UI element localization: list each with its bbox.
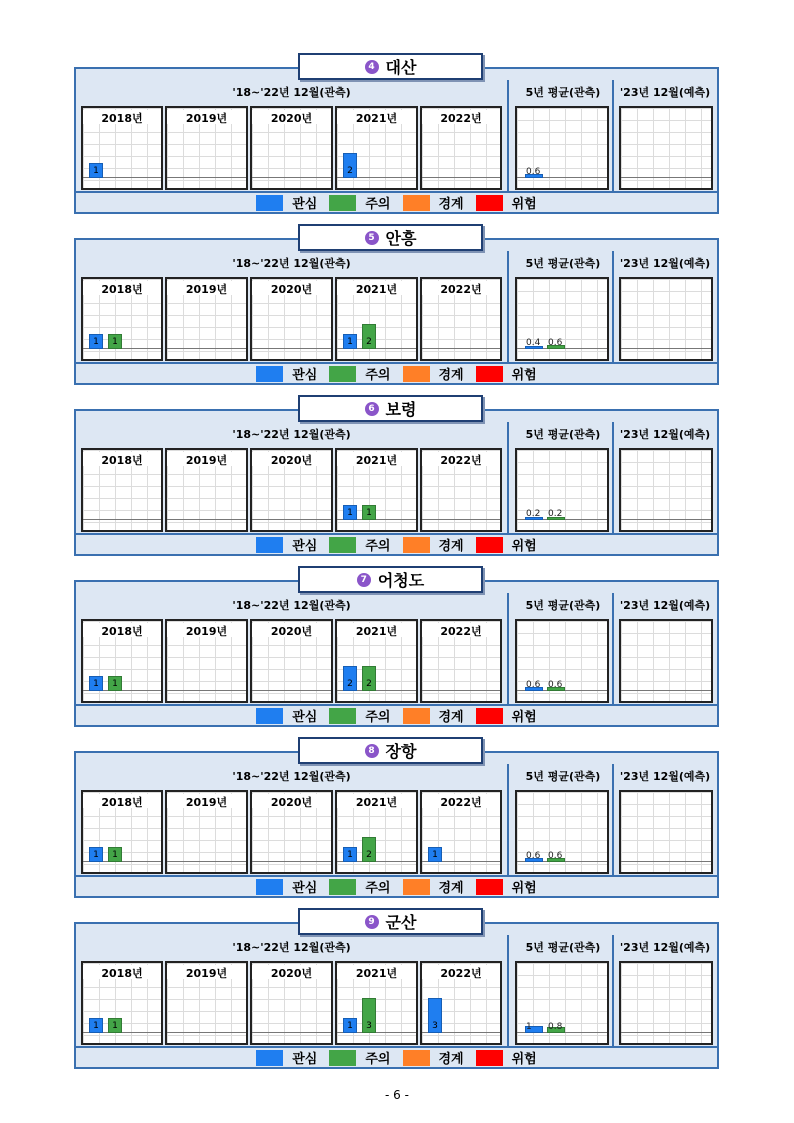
station-panel — [74, 409, 719, 556]
legend-item — [256, 706, 317, 725]
legend-item — [476, 706, 537, 725]
year-chart — [335, 790, 418, 874]
forecast-chart — [619, 619, 713, 703]
year-label: 2022년 — [422, 110, 500, 124]
forecast-chart — [619, 790, 713, 874]
average-header: 5년 평균(관측) — [525, 257, 601, 270]
avg-value: 0.6 — [548, 851, 563, 861]
year-label: 2018년 — [83, 965, 161, 979]
baseline — [252, 1032, 331, 1033]
year-chart — [420, 619, 502, 703]
legend-swatch — [403, 1050, 430, 1066]
bar-value: 1 — [112, 1021, 118, 1031]
baseline — [621, 177, 711, 178]
observed-header: '18~'22년 12월(관측) — [232, 599, 351, 612]
baseline — [422, 519, 500, 520]
average-chart — [515, 790, 609, 874]
station-panel — [74, 922, 719, 1069]
legend-label: 경계 — [438, 197, 464, 212]
bar-value: 1 — [93, 850, 99, 860]
forecast-header: '23년 12월(예측) — [619, 770, 711, 783]
bar-value: 3 — [366, 1021, 372, 1031]
baseline — [621, 1032, 711, 1033]
year-chart — [81, 448, 163, 532]
baseline — [422, 348, 500, 349]
bar-value: 1 — [93, 679, 99, 689]
divider — [507, 422, 509, 533]
legend-item — [329, 877, 390, 896]
legend-label: 관심 — [292, 368, 318, 383]
year-chart — [165, 619, 248, 703]
legend-swatch — [256, 537, 283, 553]
year-chart — [81, 961, 163, 1045]
divider — [507, 593, 509, 704]
observed-header: '18~'22년 12월(관측) — [232, 941, 351, 954]
divider — [612, 80, 614, 191]
average-header: 5년 평균(관측) — [525, 599, 601, 612]
legend — [76, 704, 717, 725]
year-chart — [420, 448, 502, 532]
baseline — [167, 519, 246, 520]
number-badge-icon: 8 — [365, 744, 379, 758]
bar-value: 1 — [93, 337, 99, 347]
legend-label: 위험 — [511, 368, 537, 383]
bar-value: 1 — [112, 337, 118, 347]
year-label: 2022년 — [422, 623, 500, 637]
legend-item — [403, 1048, 464, 1067]
baseline — [621, 348, 711, 349]
legend-label: 관심 — [292, 1052, 318, 1067]
section-title — [298, 224, 483, 251]
bar-관심 — [89, 676, 103, 691]
year-chart — [335, 619, 418, 703]
bar-관심 — [89, 334, 103, 349]
legend-item — [256, 877, 317, 896]
year-chart — [165, 961, 248, 1045]
avg-value: 0.6 — [526, 680, 541, 690]
legend-label: 경계 — [438, 1052, 464, 1067]
station-name: 보령 — [385, 400, 417, 419]
legend-item — [476, 364, 537, 383]
legend-swatch — [329, 708, 356, 724]
legend-label: 주의 — [365, 368, 391, 383]
section-title — [298, 566, 483, 593]
forecast-chart — [619, 277, 713, 361]
legend-label: 위험 — [511, 881, 537, 896]
divider — [612, 935, 614, 1046]
legend — [76, 1046, 717, 1067]
year-chart — [250, 961, 333, 1045]
year-label: 2020년 — [252, 794, 331, 808]
station-name: 군산 — [385, 913, 417, 932]
year-label: 2021년 — [337, 452, 416, 466]
year-chart — [165, 106, 248, 190]
average-chart — [515, 448, 609, 532]
year-chart — [165, 448, 248, 532]
year-label: 2020년 — [252, 965, 331, 979]
bar-관심 — [89, 847, 103, 862]
avg-value: 0.6 — [526, 167, 541, 177]
bar-value: 2 — [347, 166, 353, 176]
baseline — [422, 177, 500, 178]
section-title — [298, 53, 483, 80]
year-label: 2021년 — [337, 110, 416, 124]
legend-label: 주의 — [365, 197, 391, 212]
avg-value: 0.6 — [548, 338, 563, 348]
year-label: 2018년 — [83, 623, 161, 637]
bar-주의 — [362, 837, 376, 862]
year-chart — [81, 619, 163, 703]
baseline — [422, 690, 500, 691]
legend-item — [329, 364, 390, 383]
legend-label: 위험 — [511, 710, 537, 725]
bar-주의 — [108, 334, 122, 349]
divider — [507, 935, 509, 1046]
year-label: 2022년 — [422, 452, 500, 466]
legend-label: 경계 — [438, 539, 464, 554]
average-chart — [515, 619, 609, 703]
legend-label: 관심 — [292, 197, 318, 212]
legend-swatch — [403, 195, 430, 211]
section-title — [298, 395, 483, 422]
baseline — [252, 861, 331, 862]
section-title — [298, 737, 483, 764]
legend-item — [256, 535, 317, 554]
average-chart — [515, 106, 609, 190]
bar-관심 — [343, 153, 357, 178]
year-chart — [165, 790, 248, 874]
legend-item — [403, 193, 464, 212]
legend-item — [256, 193, 317, 212]
bar-value: 2 — [347, 679, 353, 689]
year-label: 2018년 — [83, 281, 161, 295]
year-label: 2019년 — [167, 623, 246, 637]
bar-관심 — [89, 163, 103, 178]
legend-label: 주의 — [365, 1052, 391, 1067]
legend-swatch — [329, 537, 356, 553]
bar-value: 1 — [112, 850, 118, 860]
station-name: 안흥 — [385, 229, 417, 248]
year-label: 2019년 — [167, 794, 246, 808]
forecast-header: '23년 12월(예측) — [619, 257, 711, 270]
station-panel — [74, 67, 719, 214]
legend-swatch — [403, 708, 430, 724]
divider — [507, 251, 509, 362]
avg-value: 1 — [526, 1022, 532, 1032]
legend-swatch — [256, 366, 283, 382]
legend-item — [403, 535, 464, 554]
bar-주의 — [108, 676, 122, 691]
baseline — [252, 348, 331, 349]
legend-swatch — [256, 1050, 283, 1066]
bar-관심 — [343, 1018, 357, 1033]
legend — [76, 875, 717, 896]
legend-label: 경계 — [438, 368, 464, 383]
legend-swatch — [329, 195, 356, 211]
bar-value: 1 — [366, 508, 372, 518]
legend-label: 주의 — [365, 710, 391, 725]
station-name: 어청도 — [377, 571, 425, 590]
bar-관심 — [343, 505, 357, 520]
year-label: 2020년 — [252, 623, 331, 637]
year-label: 2019년 — [167, 281, 246, 295]
legend-swatch — [256, 195, 283, 211]
bar-value: 1 — [432, 850, 438, 860]
average-header: 5년 평균(관측) — [525, 941, 601, 954]
year-chart — [250, 448, 333, 532]
baseline — [252, 690, 331, 691]
baseline — [252, 519, 331, 520]
year-label: 2019년 — [167, 965, 246, 979]
divider — [612, 251, 614, 362]
year-chart — [420, 106, 502, 190]
bar-value: 1 — [347, 508, 353, 518]
bar-value: 2 — [366, 850, 372, 860]
average-header: 5년 평균(관측) — [525, 770, 601, 783]
baseline — [167, 1032, 246, 1033]
baseline — [621, 519, 711, 520]
year-chart — [420, 790, 502, 874]
number-badge-icon: 5 — [365, 231, 379, 245]
station-name: 대산 — [385, 58, 417, 77]
avg-value: 0.4 — [526, 338, 541, 348]
bar-관심 — [343, 847, 357, 862]
divider — [507, 80, 509, 191]
legend-label: 경계 — [438, 881, 464, 896]
station-panel — [74, 751, 719, 898]
divider — [612, 593, 614, 704]
legend-swatch — [256, 879, 283, 895]
baseline — [167, 861, 246, 862]
year-chart — [335, 448, 418, 532]
legend-item — [403, 706, 464, 725]
legend-label: 관심 — [292, 539, 318, 554]
legend-label: 경계 — [438, 710, 464, 725]
legend-swatch — [476, 879, 503, 895]
bar-value: 1 — [347, 337, 353, 347]
year-chart — [81, 277, 163, 361]
year-label: 2022년 — [422, 965, 500, 979]
bar-value: 1 — [347, 1021, 353, 1031]
forecast-chart — [619, 106, 713, 190]
divider — [612, 764, 614, 875]
legend-swatch — [256, 708, 283, 724]
bar-관심 — [343, 666, 357, 691]
bar-value: 1 — [93, 1021, 99, 1031]
legend-label: 관심 — [292, 710, 318, 725]
number-badge-icon: 7 — [357, 573, 371, 587]
year-label: 2020년 — [252, 281, 331, 295]
bar-value: 2 — [366, 337, 372, 347]
bar-관심 — [428, 998, 442, 1033]
average-header: 5년 평균(관측) — [525, 428, 601, 441]
year-chart — [420, 961, 502, 1045]
year-label: 2020년 — [252, 110, 331, 124]
legend-swatch — [403, 537, 430, 553]
year-chart — [81, 106, 163, 190]
bar-value: 1 — [112, 679, 118, 689]
legend-item — [329, 535, 390, 554]
baseline — [167, 177, 246, 178]
number-badge-icon: 9 — [365, 915, 379, 929]
legend-swatch — [329, 366, 356, 382]
observed-header: '18~'22년 12월(관측) — [232, 86, 351, 99]
baseline — [83, 519, 161, 520]
forecast-header: '23년 12월(예측) — [619, 86, 711, 99]
legend-label: 위험 — [511, 1052, 537, 1067]
number-badge-icon: 6 — [365, 402, 379, 416]
station-name: 장항 — [385, 742, 417, 761]
observed-header: '18~'22년 12월(관측) — [232, 257, 351, 270]
year-chart — [420, 277, 502, 361]
year-label: 2021년 — [337, 794, 416, 808]
legend-item — [476, 877, 537, 896]
avg-value: 0.8 — [548, 1022, 563, 1032]
legend-label: 관심 — [292, 881, 318, 896]
year-chart — [250, 790, 333, 874]
avg-value: 0.6 — [548, 680, 563, 690]
year-chart — [335, 277, 418, 361]
year-label: 2018년 — [83, 452, 161, 466]
average-header: 5년 평균(관측) — [525, 86, 601, 99]
year-chart — [250, 277, 333, 361]
legend-item — [329, 193, 390, 212]
legend — [76, 533, 717, 554]
legend-item — [329, 706, 390, 725]
legend-label: 주의 — [365, 539, 391, 554]
legend-swatch — [403, 366, 430, 382]
avg-value: 0.2 — [548, 509, 563, 519]
forecast-header: '23년 12월(예측) — [619, 428, 711, 441]
year-label: 2022년 — [422, 281, 500, 295]
legend-label: 주의 — [365, 881, 391, 896]
average-chart — [515, 961, 609, 1045]
legend-swatch — [476, 1050, 503, 1066]
forecast-chart — [619, 961, 713, 1045]
bar-주의 — [362, 666, 376, 691]
forecast-chart — [619, 448, 713, 532]
legend-swatch — [476, 195, 503, 211]
year-chart — [250, 106, 333, 190]
baseline — [167, 348, 246, 349]
baseline — [167, 690, 246, 691]
legend-swatch — [476, 366, 503, 382]
year-label: 2021년 — [337, 965, 416, 979]
legend-item — [476, 535, 537, 554]
legend-swatch — [329, 879, 356, 895]
legend-item — [403, 877, 464, 896]
observed-header: '18~'22년 12월(관측) — [232, 428, 351, 441]
bar-value: 2 — [366, 679, 372, 689]
year-chart — [81, 790, 163, 874]
average-chart — [515, 277, 609, 361]
bar-관심 — [343, 334, 357, 349]
year-label: 2021년 — [337, 623, 416, 637]
legend-label: 위험 — [511, 539, 537, 554]
year-label: 2018년 — [83, 110, 161, 124]
year-chart — [335, 106, 418, 190]
divider — [507, 764, 509, 875]
divider — [612, 422, 614, 533]
legend-item — [476, 1048, 537, 1067]
bar-주의 — [362, 505, 376, 520]
year-label: 2020년 — [252, 452, 331, 466]
bar-관심 — [428, 847, 442, 862]
forecast-header: '23년 12월(예측) — [619, 599, 711, 612]
year-label: 2019년 — [167, 452, 246, 466]
station-panel — [74, 238, 719, 385]
legend-item — [476, 193, 537, 212]
legend-label: 위험 — [511, 197, 537, 212]
station-panel — [74, 580, 719, 727]
bar-value: 1 — [93, 166, 99, 176]
number-badge-icon: 4 — [365, 60, 379, 74]
page-number: - 6 - — [385, 1088, 409, 1102]
baseline — [621, 690, 711, 691]
legend-swatch — [476, 708, 503, 724]
year-label: 2018년 — [83, 794, 161, 808]
avg-value: 0.2 — [526, 509, 541, 519]
bar-관심 — [89, 1018, 103, 1033]
legend — [76, 362, 717, 383]
year-chart — [335, 961, 418, 1045]
bar-주의 — [362, 998, 376, 1033]
bar-주의 — [108, 847, 122, 862]
legend-item — [256, 364, 317, 383]
legend — [76, 191, 717, 212]
baseline — [252, 177, 331, 178]
year-chart — [165, 277, 248, 361]
section-title — [298, 908, 483, 935]
year-label: 2019년 — [167, 110, 246, 124]
observed-header: '18~'22년 12월(관측) — [232, 770, 351, 783]
bar-value: 3 — [432, 1021, 438, 1031]
avg-value: 0.6 — [526, 851, 541, 861]
baseline — [621, 861, 711, 862]
legend-swatch — [476, 537, 503, 553]
bar-주의 — [108, 1018, 122, 1033]
legend-item — [403, 364, 464, 383]
legend-swatch — [403, 879, 430, 895]
year-label: 2022년 — [422, 794, 500, 808]
legend-item — [329, 1048, 390, 1067]
legend-swatch — [329, 1050, 356, 1066]
year-label: 2021년 — [337, 281, 416, 295]
bar-value: 1 — [347, 850, 353, 860]
forecast-header: '23년 12월(예측) — [619, 941, 711, 954]
year-chart — [250, 619, 333, 703]
bar-주의 — [362, 324, 376, 349]
legend-item — [256, 1048, 317, 1067]
